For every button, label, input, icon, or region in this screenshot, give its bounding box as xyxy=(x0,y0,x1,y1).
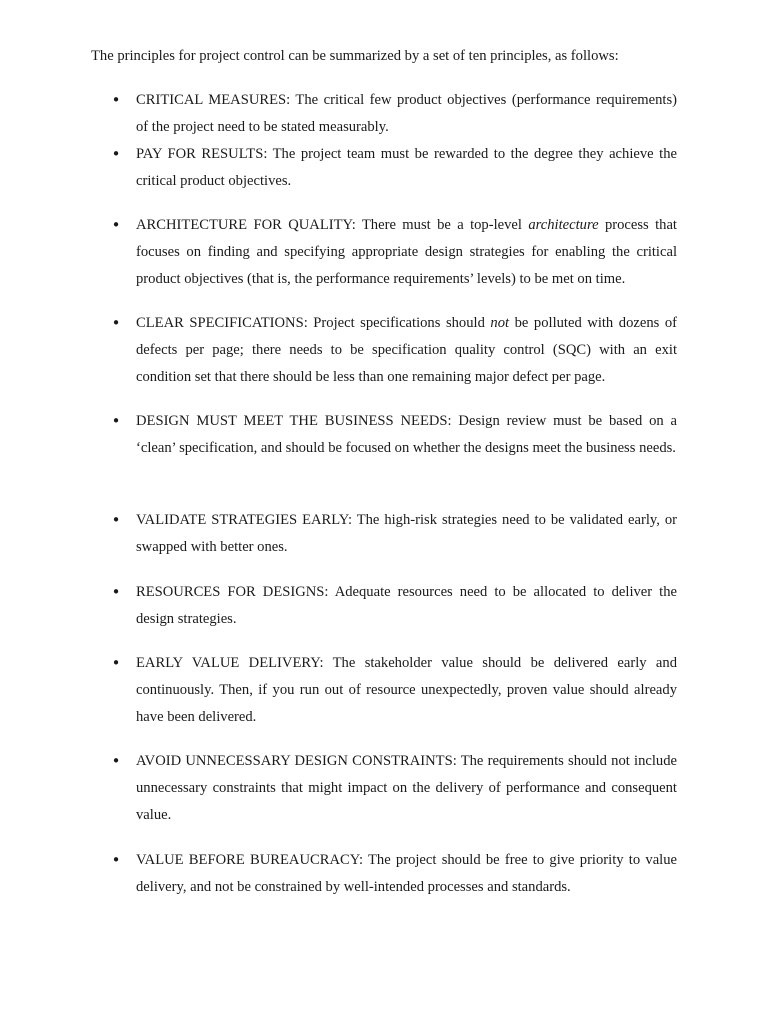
bullet-icon: • xyxy=(111,752,121,770)
principle-text-part: AVOID UNNECESSARY DESIGN CONSTRAINTS: The requirements should not include unnecessary constraints that might impact on the delivery of performance and consequent value. xyxy=(136,753,677,823)
principle-text-part: PAY FOR RESULTS: The project team must be rewarded to the degree they achieve the critical product objectives. xyxy=(136,146,677,189)
bullet-icon: • xyxy=(111,654,121,672)
principle-text-part: CLEAR SPECIFICATIONS: Project specifications should xyxy=(136,315,491,331)
principle-text xyxy=(136,748,677,829)
principle-text xyxy=(136,87,677,141)
bullet-icon: • xyxy=(111,511,121,529)
principle-text-part: ARCHITECTURE FOR QUALITY: There must be a top-level xyxy=(136,217,529,233)
bullet-icon: • xyxy=(111,216,121,234)
principle-text-part: RESOURCES FOR DESIGNS: Adequate resources need to be allocated to deliver the design strategies. xyxy=(136,584,677,627)
intro-paragraph: The principles for project control can be summarized by a set of ten principles, as follows: xyxy=(91,48,619,64)
principle-text xyxy=(136,141,677,195)
principle-text xyxy=(136,507,677,561)
principle-text-part: VALIDATE STRATEGIES EARLY: The high-risk strategies need to be validated early, or swapped with better ones. xyxy=(136,512,677,555)
principle-text-part: process that focuses on finding and specifying appropriate design strategies for enabling the critical product objectives (that is, the performance requirements’ levels) to be met on time. xyxy=(136,217,677,287)
principle-text-part: EARLY VALUE DELIVERY: The stakeholder value should be delivered early and continuously. Then, if you run out of resource unexpectedly, proven value should already have been delivered. xyxy=(136,655,677,725)
principle-emphasis: architecture xyxy=(528,217,599,233)
principle-emphasis: not xyxy=(490,315,510,331)
principle-text xyxy=(136,847,677,901)
principle-text xyxy=(136,650,677,731)
principle-text xyxy=(136,212,677,293)
bullet-icon: • xyxy=(111,583,121,601)
principle-text-part: CRITICAL MEASURES: The critical few product objectives (performance requirements) of the project need to be stated measurably. xyxy=(136,92,677,135)
principle-text-part: be polluted with dozens of defects per page; there needs to be specification quality control (SQC) with an exit condition set that there should be less than one remaining major defect per page. xyxy=(136,315,677,385)
bullet-icon: • xyxy=(111,145,121,163)
bullet-icon: • xyxy=(111,412,121,430)
principle-text xyxy=(136,310,677,391)
bullet-icon: • xyxy=(111,91,121,109)
principle-text xyxy=(136,579,677,633)
bullet-icon: • xyxy=(111,314,121,332)
principle-text xyxy=(136,408,677,462)
principle-text-part: VALUE BEFORE BUREAUCRACY: The project should be free to give priority to value delivery, and not be constrained by well-intended processes and standards. xyxy=(136,852,677,895)
bullet-icon: • xyxy=(111,851,121,869)
principle-text-part: DESIGN MUST MEET THE BUSINESS NEEDS: Design review must be based on a ‘clean’ specification, and should be focused on whether the designs meet the business needs. xyxy=(136,413,677,456)
